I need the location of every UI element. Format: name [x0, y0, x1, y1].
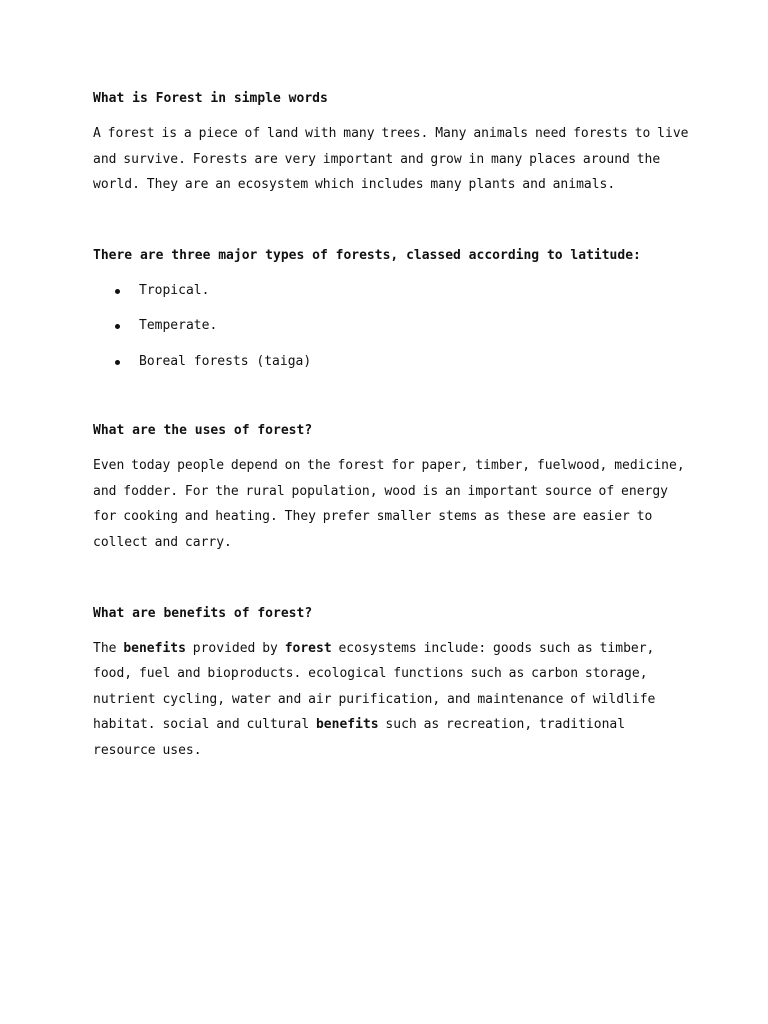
forest-types-list	[93, 278, 693, 375]
bold-term-benefits: benefits	[315, 717, 379, 733]
text-run: provided by	[185, 640, 285, 656]
section-benefits-of-forest	[93, 601, 693, 764]
list-item	[93, 349, 693, 375]
list-item-text: Boreal forests (taiga)	[139, 353, 312, 369]
bullet-icon	[115, 324, 120, 329]
bullet-icon	[115, 289, 120, 294]
bullet-icon	[115, 360, 120, 365]
section-uses-of-forest	[93, 418, 693, 555]
paragraph-forest-definition: A forest is a piece of land with many trees. Many animals need forests to live and survive. Forests are very important and grow in many places around the world. They are an ecosystem which includes many plants and animals.	[93, 126, 689, 193]
list-item	[93, 313, 693, 339]
list-item-text: Temperate.	[139, 318, 218, 334]
heading-forest-types: There are three major types of forests, classed according to latitude:	[93, 247, 641, 263]
bold-term-forest: forest	[284, 640, 332, 656]
heading-what-is-forest: What is Forest in simple words	[93, 91, 328, 106]
list-item-text: Tropical.	[139, 282, 210, 298]
text-run: such as recreation, traditional resource uses.	[93, 717, 626, 759]
section-what-is-forest	[93, 86, 693, 198]
section-forest-types	[93, 243, 693, 375]
heading-uses-of-forest: What are the uses of forest?	[93, 423, 313, 439]
paragraph-uses-of-forest: Even today people depend on the forest for paper, timber, fuelwood, medicine, and fodder. For the rural population, wood is an important source of energy for cooking and heating. They prefer smaller stems as these are easier to collect and carry.	[93, 458, 685, 551]
list-item	[93, 278, 693, 304]
bold-term-benefits: benefits	[123, 640, 186, 656]
text-run: ecosystems include: goods such as timber, food, fuel and bioproducts. ecological functions such as carbon storage, nutrient cycling, water and air purification, and maintenance of wildlife habitat. social and cultural	[93, 640, 656, 733]
document-page	[93, 86, 693, 764]
paragraph-benefits-of-forest	[93, 636, 693, 764]
text-run: The	[93, 640, 124, 656]
heading-benefits-of-forest: What are benefits of forest?	[93, 605, 313, 621]
